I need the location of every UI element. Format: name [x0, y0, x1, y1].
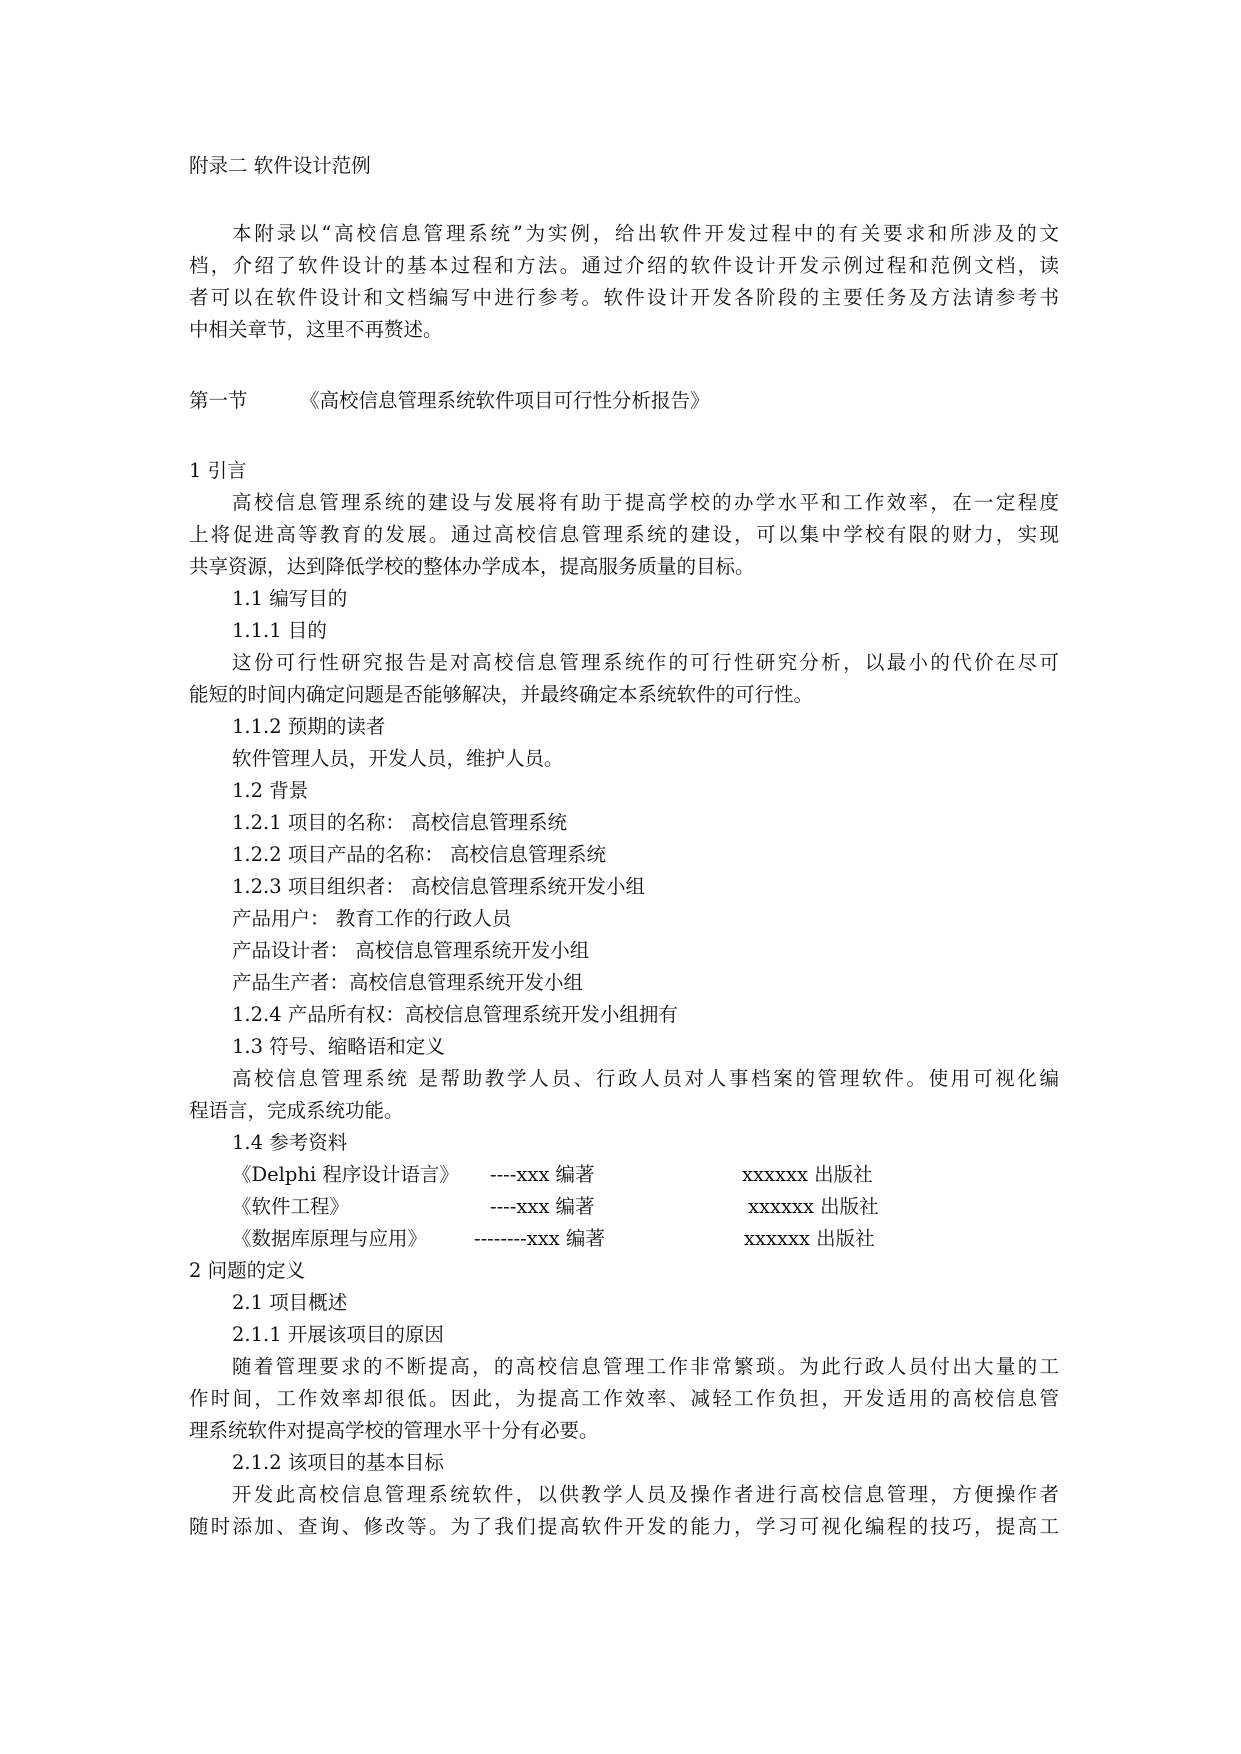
heading-2-1-1: 2.1.1 开展该项目的原因 [232, 1323, 444, 1346]
item-product-designer: 产品设计者： 高校信息管理系统开发小组 [232, 939, 590, 962]
reference-publisher: xxxxxx 出版社 [742, 1163, 873, 1186]
item-1-2-3: 1.2.3 项目组织者： 高校信息管理系统开发小组 [232, 875, 646, 898]
intro-line-4: 中相关章节，这里不再赘述。 [189, 318, 443, 341]
reference-author: --------xxx 编著 [474, 1227, 605, 1250]
item-product-producer: 产品生产者：高校信息管理系统开发小组 [232, 971, 584, 994]
para-1-1-2: 软件管理人员，开发人员，维护人员。 [232, 747, 564, 770]
intro-line-2: 档，介绍了软件设计的基本过程和方法。通过介绍的软件设计开发示例过程和范例文档，读 [189, 254, 1059, 277]
para-2-1-1-line-3: 理系统软件对提高学校的管理水平十分有必要。 [189, 1419, 599, 1442]
reference-publisher: xxxxxx 出版社 [748, 1195, 879, 1218]
item-1-2-4: 1.2.4 产品所有权：高校信息管理系统开发小组拥有 [232, 1003, 678, 1026]
item-product-user: 产品用户： 教育工作的行政人员 [232, 907, 512, 930]
heading-2-1-2: 2.1.2 该项目的基本目标 [232, 1451, 444, 1474]
para-1-3-line-1: 高校信息管理系统 是帮助教学人员、行政人员对人事档案的管理软件。使用可视化编 [232, 1067, 1059, 1090]
heading-2: 2 问题的定义 [189, 1259, 306, 1282]
heading-1-1-2: 1.1.2 预期的读者 [232, 715, 386, 738]
heading-1-1-1: 1.1.1 目的 [232, 619, 327, 642]
intro-line-3: 者可以在软件设计和文档编写中进行参考。软件设计开发各阶段的主要任务及方法请参考书 [189, 286, 1059, 309]
para-2-1-1-line-2: 作时间，工作效率却很低。因此，为提高工作效率、减轻工作负担，开发适用的高校信息管 [189, 1387, 1059, 1410]
heading-2-1: 2.1 项目概述 [232, 1291, 348, 1314]
reference-author: ----xxx 编著 [490, 1163, 595, 1186]
para-2-1-2-line-2: 随时添加、查询、修改等。为了我们提高软件开发的能力，学习可视化编程的技巧，提高工 [189, 1515, 1059, 1538]
appendix-title: 附录二 软件设计范例 [189, 154, 371, 177]
item-1-2-2: 1.2.2 项目产品的名称： 高校信息管理系统 [232, 843, 607, 866]
para-1-3-line-2: 程语言，完成系统功能。 [189, 1099, 404, 1122]
section-heading [189, 385, 1059, 417]
heading-1-3: 1.3 符号、缩略语和定义 [232, 1035, 445, 1058]
section-label: 第一节 [189, 389, 248, 412]
heading-1-4: 1.4 参考资料 [232, 1131, 348, 1154]
heading-1: 1 引言 [189, 459, 247, 482]
reference-title: 《Delphi 程序设计语言》 [232, 1163, 459, 1186]
heading-1-2: 1.2 背景 [232, 779, 309, 802]
intro-line-1: 本附录以“高校信息管理系统”为实例，给出软件开发过程中的有关要求和所涉及的文 [232, 222, 1059, 245]
para-2-1-2-line-1: 开发此高校信息管理系统软件，以供教学人员及操作者进行高校信息管理，方便操作者 [232, 1483, 1059, 1506]
para-1-line-2: 上将促进高等教育的发展。通过高校信息管理系统的建设，可以集中学校有限的财力，实现 [189, 523, 1059, 546]
item-1-2-1: 1.2.1 项目的名称： 高校信息管理系统 [232, 811, 568, 834]
para-1-1-1-line-1: 这份可行性研究报告是对高校信息管理系统作的可行性研究分析，以最小的代价在尽可 [232, 651, 1059, 674]
para-1-1-1-line-2: 能短的时间内确定问题是否能够解决，并最终确定本系统软件的可行性。 [189, 683, 814, 706]
reference-publisher: xxxxxx 出版社 [744, 1227, 875, 1250]
reference-title: 《软件工程》 [232, 1195, 350, 1218]
section-title: 《高校信息管理系统软件项目可行性分析报告》 [300, 389, 710, 412]
reference-title: 《数据库原理与应用》 [232, 1227, 428, 1250]
reference-author: ----xxx 编著 [490, 1195, 595, 1218]
para-1-line-3: 共享资源，达到降低学校的整体办学成本，提高服务质量的目标。 [189, 555, 755, 578]
para-2-1-1-line-1: 随着管理要求的不断提高，的高校信息管理工作非常繁琐。为此行政人员付出大量的工 [232, 1355, 1059, 1378]
heading-1-1: 1.1 编写目的 [232, 587, 348, 610]
para-1-line-1: 高校信息管理系统的建设与发展将有助于提高学校的办学水平和工作效率，在一定程度 [232, 491, 1059, 514]
